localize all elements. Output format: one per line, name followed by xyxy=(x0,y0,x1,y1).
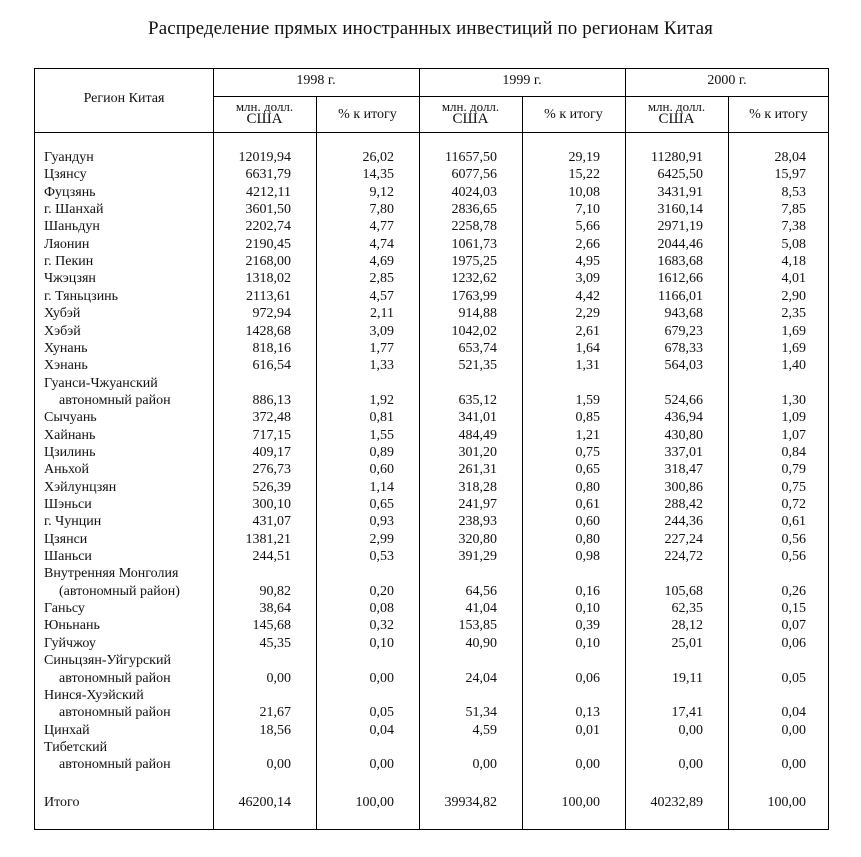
cell-v99: 24,04 xyxy=(465,670,497,686)
cell-v98: 717,15 xyxy=(252,427,291,443)
cell-p98: 1,55 xyxy=(369,427,394,443)
cell-v98: 12019,94 xyxy=(238,150,291,165)
table-row xyxy=(35,687,830,704)
cell-v99: 635,12 xyxy=(458,392,497,408)
mln-usd-header xyxy=(625,100,728,126)
cell-p99: 0,01 xyxy=(575,722,600,738)
cell-p98: 0,20 xyxy=(369,583,394,599)
table-row xyxy=(35,305,830,322)
cell-p99: 3,09 xyxy=(575,271,600,287)
table-row xyxy=(35,583,830,600)
region-name: автономный район xyxy=(59,392,171,408)
cell-p99: 100,00 xyxy=(561,795,600,810)
region-name: автономный район xyxy=(59,705,171,721)
cell-p98: 2,11 xyxy=(370,306,394,322)
region-name: Фуцзянь xyxy=(44,184,96,200)
cell-p00: 0,05 xyxy=(781,670,806,686)
table-row xyxy=(35,652,830,669)
cell-p99: 15,22 xyxy=(568,167,600,183)
cell-p99: 1,59 xyxy=(575,392,600,408)
cell-v00: 1166,01 xyxy=(658,288,703,304)
cell-p99: 2,61 xyxy=(575,323,600,339)
cell-v00: 11280,91 xyxy=(651,150,703,165)
mln-usd-line1: млн. долл. xyxy=(441,99,500,114)
table-row xyxy=(35,392,830,409)
cell-v00: 430,80 xyxy=(664,427,703,443)
year-header-2000: 2000 г. xyxy=(707,73,747,88)
cell-v00: 679,23 xyxy=(664,323,703,339)
table-row xyxy=(35,565,830,582)
cell-v99: 0,00 xyxy=(472,757,497,773)
table-row xyxy=(35,236,830,253)
cell-p00: 2,90 xyxy=(781,288,806,304)
cell-p00: 0,61 xyxy=(781,514,806,530)
cell-v99: 521,35 xyxy=(458,358,497,374)
region-name: Гуйчжоу xyxy=(44,635,96,651)
cell-v00: 40232,89 xyxy=(650,795,703,810)
region-name: Хэнань xyxy=(44,358,88,374)
cell-p98: 9,12 xyxy=(369,184,394,200)
cell-v98: 0,00 xyxy=(266,670,291,686)
table-row xyxy=(35,201,830,218)
cell-v00: 25,01 xyxy=(671,635,703,651)
cell-v99: 153,85 xyxy=(458,618,497,634)
region-name: Хайнань xyxy=(44,427,96,443)
mln-usd-header xyxy=(419,100,522,126)
cell-p98: 0,04 xyxy=(369,722,394,738)
cell-v00: 318,47 xyxy=(664,462,703,478)
table-row xyxy=(35,253,830,270)
cell-p98: 1,14 xyxy=(369,479,394,495)
table-row xyxy=(35,340,830,357)
cell-p00: 1,40 xyxy=(781,358,806,374)
cell-v00: 244,36 xyxy=(664,514,703,530)
cell-p99: 0,65 xyxy=(575,462,600,478)
page-title: Распределение прямых иностранных инвестиций по регионам Китая xyxy=(148,18,713,39)
region-name: г. Пекин xyxy=(44,254,94,270)
cell-v00: 3160,14 xyxy=(657,202,703,218)
cell-p98: 4,77 xyxy=(369,219,394,235)
region-name: Синьцзян-Уйгурский xyxy=(44,653,171,669)
cell-p99: 29,19 xyxy=(568,150,600,165)
cell-p00: 1,07 xyxy=(781,427,806,443)
cell-p00: 0,04 xyxy=(781,705,806,721)
header-divider xyxy=(35,132,829,133)
cell-v98: 372,48 xyxy=(252,410,291,426)
cell-v99: 1232,62 xyxy=(451,271,497,287)
pct-header: % к итогу xyxy=(749,107,808,122)
cell-p99: 1,31 xyxy=(575,358,600,374)
cell-v99: 51,34 xyxy=(465,705,497,721)
cell-p99: 2,29 xyxy=(575,306,600,322)
cell-v99: 11657,50 xyxy=(445,150,497,165)
pct-header: % к итогу xyxy=(338,107,397,122)
cell-v99: 1975,25 xyxy=(451,254,497,270)
table-row xyxy=(35,617,830,634)
region-name: Хубэй xyxy=(44,306,81,322)
pct-header: % к итогу xyxy=(544,107,603,122)
cell-v98: 45,35 xyxy=(259,635,291,651)
cell-v98: 38,64 xyxy=(259,601,291,617)
cell-v99: 6077,56 xyxy=(451,167,497,183)
region-name: Цзилинь xyxy=(44,444,96,460)
cell-v00: 3431,91 xyxy=(657,184,703,200)
cell-p99: 0,80 xyxy=(575,479,600,495)
cell-p98: 2,85 xyxy=(369,271,394,287)
cell-p00: 0,06 xyxy=(781,635,806,651)
cell-p00: 0,84 xyxy=(781,444,806,460)
cell-v00: 564,03 xyxy=(664,358,703,374)
year-header-1999: 1999 г. xyxy=(502,73,542,88)
cell-p00: 100,00 xyxy=(767,795,806,810)
cell-v98: 431,07 xyxy=(252,514,291,530)
mln-usd-line1: млн. долл. xyxy=(235,99,294,114)
region-name: Гуандун xyxy=(44,150,94,165)
cell-v98: 3601,50 xyxy=(245,202,291,218)
cell-p00: 7,38 xyxy=(781,219,806,235)
cell-v98: 18,56 xyxy=(259,722,291,738)
table-row xyxy=(35,427,830,444)
cell-p00: 5,08 xyxy=(781,236,806,252)
cell-p99: 4,42 xyxy=(575,288,600,304)
cell-p00: 1,09 xyxy=(781,410,806,426)
cell-v98: 2168,00 xyxy=(245,254,291,270)
table-row xyxy=(35,496,830,513)
cell-v98: 6631,79 xyxy=(245,167,291,183)
cell-v00: 6425,50 xyxy=(657,167,703,183)
cell-v00: 224,72 xyxy=(664,549,703,565)
cell-p00: 4,01 xyxy=(781,271,806,287)
cell-p00: 28,04 xyxy=(774,150,806,165)
region-name: г. Тяньцзинь xyxy=(44,288,119,304)
region-name: г. Чунцин xyxy=(44,514,102,530)
region-name: Аньхой xyxy=(44,462,89,478)
table-row xyxy=(35,375,830,392)
cell-p98: 0,81 xyxy=(369,410,394,426)
region-name: Внутренняя Монголия xyxy=(44,566,179,582)
cell-p99: 10,08 xyxy=(568,184,600,200)
cell-p00: 0,75 xyxy=(781,479,806,495)
table-row xyxy=(35,548,830,565)
cell-v99: 320,80 xyxy=(458,531,497,547)
cell-p98: 0,32 xyxy=(369,618,394,634)
cell-p98: 0,05 xyxy=(369,705,394,721)
cell-p98: 14,35 xyxy=(362,167,394,183)
cell-v98: 818,16 xyxy=(252,340,291,356)
cell-p00: 0,07 xyxy=(781,618,806,634)
cell-v99: 914,88 xyxy=(458,306,497,322)
cell-p00: 7,85 xyxy=(781,202,806,218)
cell-v98: 21,67 xyxy=(259,705,291,721)
cell-p98: 26,02 xyxy=(362,150,394,165)
cell-v99: 241,97 xyxy=(458,497,497,512)
table-row xyxy=(35,739,830,756)
table-row xyxy=(35,600,830,617)
cell-p00: 2,35 xyxy=(781,306,806,322)
cell-v00: 2044,46 xyxy=(657,236,703,252)
header-divider xyxy=(213,96,829,97)
cell-v99: 341,01 xyxy=(458,410,497,426)
cell-v00: 300,86 xyxy=(664,479,703,495)
cell-v99: 1061,73 xyxy=(451,236,497,252)
cell-v98: 2202,74 xyxy=(245,219,291,235)
cell-v00: 678,33 xyxy=(664,340,703,356)
cell-p99: 0,10 xyxy=(575,601,600,617)
cell-v00: 337,01 xyxy=(664,444,703,460)
cell-p99: 0,16 xyxy=(575,583,600,599)
cell-p99: 1,21 xyxy=(575,427,600,443)
cell-p99: 0,06 xyxy=(575,670,600,686)
cell-p98: 1,92 xyxy=(369,392,394,408)
region-name: Сычуань xyxy=(44,410,97,426)
cell-p98: 4,57 xyxy=(369,288,394,304)
region-name: автономный район xyxy=(59,670,171,686)
table-row xyxy=(35,323,830,340)
cell-p99: 4,95 xyxy=(575,254,600,270)
cell-p98: 0,00 xyxy=(369,757,394,773)
cell-v99: 484,49 xyxy=(458,427,497,443)
region-name: Цзянсу xyxy=(44,167,87,183)
total-label: Итого xyxy=(44,795,80,810)
cell-v00: 288,42 xyxy=(664,497,703,512)
region-name: Цинхай xyxy=(44,722,90,738)
cell-p99: 1,64 xyxy=(575,340,600,356)
mln-usd-line2: США xyxy=(246,111,283,127)
cell-v98: 1381,21 xyxy=(245,531,291,547)
cell-p99: 0,80 xyxy=(575,531,600,547)
table-row xyxy=(35,357,830,374)
cell-v99: 301,20 xyxy=(458,444,497,460)
cell-v99: 39934,82 xyxy=(444,795,497,810)
cell-p00: 1,69 xyxy=(781,340,806,356)
cell-p00: 1,69 xyxy=(781,323,806,339)
region-name: Шэньси xyxy=(44,497,92,512)
cell-v00: 62,35 xyxy=(671,601,703,617)
cell-p99: 0,00 xyxy=(575,757,600,773)
cell-v98: 145,68 xyxy=(252,618,291,634)
cell-p99: 2,66 xyxy=(575,236,600,252)
cell-v99: 261,31 xyxy=(458,462,497,478)
cell-v99: 318,28 xyxy=(458,479,497,495)
table-row xyxy=(35,288,830,305)
region-name: автономный район xyxy=(59,757,171,773)
region-name: Нинся-Хуэйский xyxy=(44,687,144,703)
table-row xyxy=(35,704,830,721)
table-row xyxy=(35,149,830,166)
cell-p98: 2,99 xyxy=(369,531,394,547)
region-name: Ганьсу xyxy=(44,601,85,617)
table-row xyxy=(35,635,830,652)
region-name: (автономный район) xyxy=(59,583,180,599)
table-row xyxy=(35,461,830,478)
cell-v00: 1612,66 xyxy=(657,271,703,287)
cell-v98: 90,82 xyxy=(259,583,291,599)
cell-v99: 391,29 xyxy=(458,549,497,565)
cell-v98: 1318,02 xyxy=(245,271,291,287)
cell-p00: 0,56 xyxy=(781,531,806,547)
cell-p99: 0,61 xyxy=(575,497,600,512)
cell-v00: 28,12 xyxy=(671,618,703,634)
cell-p00: 4,18 xyxy=(781,254,806,270)
cell-p99: 0,98 xyxy=(575,549,600,565)
cell-v98: 46200,14 xyxy=(238,795,291,810)
cell-p00: 0,56 xyxy=(781,549,806,565)
cell-p98: 0,53 xyxy=(369,549,394,565)
cell-p99: 0,39 xyxy=(575,618,600,634)
cell-p98: 0,08 xyxy=(369,601,394,617)
cell-v99: 64,56 xyxy=(465,583,497,599)
cell-p98: 3,09 xyxy=(369,323,394,339)
cell-v00: 17,41 xyxy=(671,705,703,721)
cell-v98: 0,00 xyxy=(266,757,291,773)
cell-p00: 0,15 xyxy=(781,601,806,617)
cell-v00: 0,00 xyxy=(678,757,703,773)
cell-v99: 41,04 xyxy=(465,601,497,617)
cell-v98: 409,17 xyxy=(252,444,291,460)
investment-table xyxy=(34,68,829,830)
cell-p00: 0,00 xyxy=(781,757,806,773)
cell-p00: 0,72 xyxy=(781,497,806,512)
table-row xyxy=(35,444,830,461)
table-row xyxy=(35,670,830,687)
region-name: г. Шанхай xyxy=(44,202,104,218)
cell-v00: 524,66 xyxy=(664,392,703,408)
cell-p98: 1,77 xyxy=(369,340,394,356)
cell-v00: 1683,68 xyxy=(657,254,703,270)
cell-v98: 886,13 xyxy=(252,392,291,408)
year-header-1998: 1998 г. xyxy=(296,73,336,88)
cell-v98: 4212,11 xyxy=(246,184,291,200)
total-row xyxy=(35,794,830,811)
table-row xyxy=(35,218,830,235)
cell-v99: 1763,99 xyxy=(451,288,497,304)
cell-p00: 0,79 xyxy=(781,462,806,478)
cell-v00: 227,24 xyxy=(664,531,703,547)
cell-p98: 4,74 xyxy=(369,236,394,252)
cell-v99: 4024,03 xyxy=(451,184,497,200)
cell-p98: 4,69 xyxy=(369,254,394,270)
table-row xyxy=(35,722,830,739)
mln-usd-line2: США xyxy=(658,111,695,127)
cell-v98: 526,39 xyxy=(252,479,291,495)
cell-p99: 7,10 xyxy=(575,202,600,218)
cell-p98: 7,80 xyxy=(369,202,394,218)
table-row xyxy=(35,166,830,183)
mln-usd-line2: США xyxy=(452,111,489,127)
cell-v99: 2258,78 xyxy=(451,219,497,235)
cell-v98: 2113,61 xyxy=(246,288,291,304)
cell-v99: 4,59 xyxy=(472,722,497,738)
cell-v99: 2836,65 xyxy=(451,202,497,218)
cell-v00: 19,11 xyxy=(672,670,703,686)
mln-usd-header xyxy=(213,100,316,126)
table-row xyxy=(35,270,830,287)
cell-p00: 15,97 xyxy=(774,167,806,183)
cell-v00: 943,68 xyxy=(664,306,703,322)
cell-p98: 0,89 xyxy=(369,444,394,460)
cell-p99: 0,10 xyxy=(575,635,600,651)
cell-p99: 0,85 xyxy=(575,410,600,426)
cell-p98: 0,10 xyxy=(369,635,394,651)
cell-v98: 616,54 xyxy=(252,358,291,374)
region-name: Тибетский xyxy=(44,739,108,755)
cell-p00: 8,53 xyxy=(781,184,806,200)
cell-v00: 105,68 xyxy=(664,583,703,599)
cell-p99: 0,13 xyxy=(575,705,600,721)
region-name: Юньнань xyxy=(44,618,100,634)
region-name: Чжэцзян xyxy=(44,271,96,287)
region-name: Шаньдун xyxy=(44,219,100,235)
region-column-header: Регион Китая xyxy=(83,91,165,106)
cell-p98: 0,00 xyxy=(369,670,394,686)
cell-v00: 0,00 xyxy=(678,722,703,738)
mln-usd-line1: млн. долл. xyxy=(647,99,706,114)
cell-v99: 1042,02 xyxy=(451,323,497,339)
table-row xyxy=(35,184,830,201)
cell-v98: 300,10 xyxy=(252,497,291,512)
cell-p98: 0,60 xyxy=(369,462,394,478)
cell-v99: 40,90 xyxy=(465,635,497,651)
cell-v98: 244,51 xyxy=(252,549,291,565)
cell-v98: 1428,68 xyxy=(245,323,291,339)
cell-v99: 653,74 xyxy=(458,340,497,356)
table-row xyxy=(35,513,830,530)
table-row xyxy=(35,531,830,548)
cell-v98: 2190,45 xyxy=(245,236,291,252)
cell-v00: 2971,19 xyxy=(657,219,703,235)
region-name: Хунань xyxy=(44,340,88,356)
cell-p99: 0,60 xyxy=(575,514,600,530)
region-name: Хэбэй xyxy=(44,323,81,339)
cell-v99: 238,93 xyxy=(458,514,497,530)
cell-p99: 5,66 xyxy=(575,219,600,235)
region-name: Цзянси xyxy=(44,531,88,547)
table-row xyxy=(35,479,830,496)
table-row xyxy=(35,409,830,426)
region-name: Ляонин xyxy=(44,236,90,252)
cell-p98: 0,65 xyxy=(369,497,394,512)
region-name: Гуанси-Чжуанский xyxy=(44,375,158,391)
region-name: Шаньси xyxy=(44,549,92,565)
cell-p00: 0,26 xyxy=(781,583,806,599)
cell-p99: 0,75 xyxy=(575,444,600,460)
cell-p98: 0,93 xyxy=(369,514,394,530)
cell-v00: 436,94 xyxy=(664,410,703,426)
cell-p98: 100,00 xyxy=(355,795,394,810)
cell-p00: 1,30 xyxy=(781,392,806,408)
cell-p00: 0,00 xyxy=(781,722,806,738)
cell-v98: 276,73 xyxy=(252,462,291,478)
cell-v98: 972,94 xyxy=(252,306,291,322)
region-name: Хэйлунцзян xyxy=(44,479,117,495)
cell-p98: 1,33 xyxy=(369,358,394,374)
table-row xyxy=(35,756,830,773)
